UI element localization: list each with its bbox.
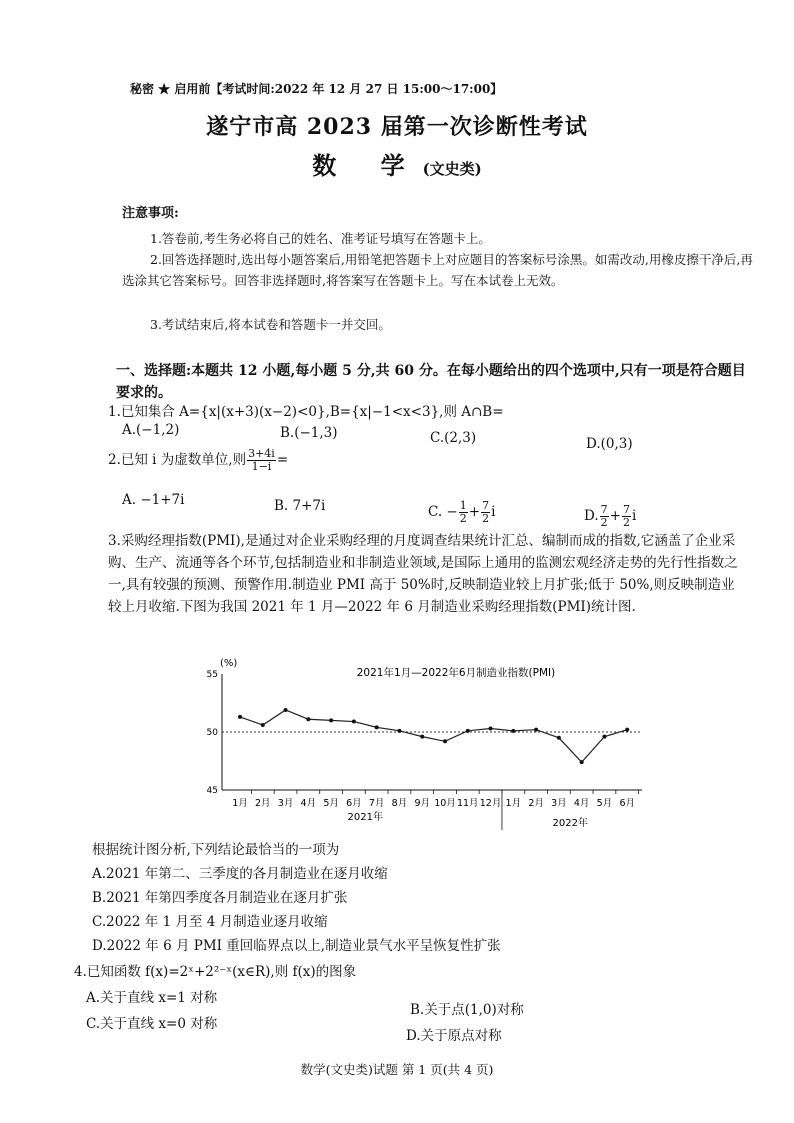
q1-option-b: B.(−1,3) [280,425,338,441]
chart-point [306,717,310,721]
q2-d-frac2-num: 7 [622,503,630,516]
q2-c-frac1-num: 1 [459,499,467,512]
q3-option-a: A.2021 年第二、三季度的各月制造业在逐月收缩 [92,866,388,882]
q2-d-plus: + [609,508,621,524]
chart-point [375,725,379,729]
page-footer: 数学(文史类)试题 第 1 页(共 4 页) [300,1062,494,1077]
chart-ytick-label: 55 [206,670,218,680]
chart-xtick-label: 4月 [300,798,317,809]
chart-xtick-label: 6月 [346,798,362,809]
chart-point [511,729,515,733]
q4-option-a: A.关于直线 x=1 对称 [86,990,218,1006]
q2-c-frac2-num: 7 [482,499,490,512]
chart-point [466,729,470,733]
chart-point [238,715,242,719]
chart-ylabel: (%) [220,658,238,669]
subject-name: 数 学 [312,151,423,180]
q4-option-c: C.关于直线 x=0 对称 [86,1016,218,1032]
q2-stem [108,448,288,473]
chart-xtick-label: 11月 [456,798,479,809]
chart-point [420,735,424,739]
q2-option-c [428,500,495,525]
q2-c-frac2-den: 2 [482,512,490,525]
chart-ticks [232,790,638,830]
chart-xtick-label: 3月 [551,798,567,809]
q2-c-frac2 [481,500,490,525]
chart-xtick-label: 12月 [479,798,502,809]
q2-d-suffix: i [631,508,637,524]
chart-point [602,735,606,739]
chart-point [489,727,493,731]
q4-option-d: D.关于原点对称 [406,1028,502,1044]
q2-d-frac2-den: 2 [622,516,630,529]
q2-stem-prefix: 2.已知 i 为虚数单位,则 [108,452,247,468]
q2-c-plus: + [468,504,481,520]
subject-type: (文史类) [422,160,482,178]
q1-option-d: D.(0,3) [586,436,633,452]
q3-option-c: C.2022 年 1 月至 4 月制造业逐月收缩 [92,914,328,930]
q2-c-suffix: i [491,504,496,520]
chart-axes [207,670,642,796]
chart-xtick-label: 6月 [619,798,635,809]
q4-stem: 4.已知函数 f(x)=2ˣ+2²⁻ˣ(x∈R),则 f(x)的图象 [74,964,357,980]
chart-point [580,760,584,764]
q2-c-frac1 [459,500,468,525]
q2-d-frac1-num: 7 [600,503,608,516]
q2-c-frac1-den: 2 [459,512,467,525]
q3-option-d: D.2022 年 6 月 PMI 重回临界点以上,制造业景气水平呈恢复性扩张 [92,938,501,954]
notice-heading: 注意事项: [122,206,179,221]
notice-item-1: 1.答卷前,考生务必将自己的姓名、准考证号填写在答题卡上。 [150,231,491,246]
chart-xtick-label: 5月 [323,798,339,809]
chart-point [261,723,265,727]
q1-option-c: C.(2,3) [430,430,477,446]
chart-point [625,728,629,732]
pmi-chart [196,656,656,836]
notice-item-3: 3.考试结束后,将本试卷和答题卡一并交回。 [150,317,391,332]
chart-point [557,736,561,740]
chart-point [329,718,333,722]
notice-item-2: 2.回答选择题时,选出每小题答案后,用铅笔把答题卡上对应题目的答案标号涂黑。如需改动,用橡皮擦干净后,再选涂其它答案标号。回答非选择题时,将答案写在答题卡上。写在本试卷上无效。 [122,252,753,288]
q2-d-frac1 [600,504,609,529]
chart-series-line [240,710,627,762]
q1-stem: 1.已知集合 A={x|(x+3)(x−2)<0},B={x|−1<x<3},则 A∩B= [108,404,504,420]
exam-title: 遂宁市高 2023 届第一次诊断性考试 [206,114,588,140]
chart-xtick-label: 3月 [277,798,294,809]
chart-xtick-label: 7月 [368,798,385,809]
chart-ytick-label: 45 [206,786,218,796]
q2-option-d [584,504,636,529]
chart-xtick-label: 9月 [414,798,430,809]
q2-stem-suffix: = [276,452,289,468]
chart-ytick-label: 50 [206,728,218,738]
chart-xtick-label: 2月 [255,798,271,809]
chart-title: 2021年1月—2022年6月制造业指数(PMI) [356,667,556,679]
chart-point [534,728,538,732]
chart-year-label: 2022年 [552,818,589,829]
chart-xtick-label: 1月 [505,798,522,809]
q2-c-prefix: C. − [428,504,458,520]
q3-option-b: B.2021 年第四季度各月制造业在逐月扩张 [92,890,348,906]
chart-point [397,729,401,733]
chart-xtick-label: 4月 [573,798,590,809]
q2-d-prefix: D. [584,508,599,524]
q4-option-b: B.关于点(1,0)对称 [410,1002,524,1018]
chart-point [284,708,288,712]
q2-option-a: A. −1+7i [122,492,185,508]
chart-point [352,720,356,724]
q1-option-a: A.(−1,2) [122,422,180,438]
chart-xtick-label: 5月 [596,798,613,809]
chart-xtick-label: 2月 [528,798,544,809]
chart-xtick-label: 8月 [391,798,408,809]
secret-line: 秘密 ★ 启用前【考试时间:2022 年 12 月 27 日 15:00～17:00】 [130,82,503,96]
q2-d-frac2 [622,504,631,529]
q3-lead: 根据统计图分析,下列结论最恰当的一项为 [92,842,340,858]
q2-frac-num: 3+4i [248,447,275,460]
chart-xtick-label: 1月 [232,798,248,809]
exam-subject [0,146,794,181]
chart-xtick-label: 10月 [434,798,456,809]
q2-fraction [247,448,276,473]
q3-stem: 3.采购经理指数(PMI),是通过对企业采购经理的月度调查结果统计汇总、编制而成的指数,它涵盖了企业采购、生产、流通等各个环节,包括制造业和非制造业领域,是国际上通用的监测宏观经济走势的先行性指数之一,具有较强的预测、预警作用.制造业 PMI 高于 50%时,反映制造业较上月扩张;低于 50%,则反映制造业较上月收缩.下图为我国 2021 年 1 月—2022 年 6 月制造业采购经理指数(PMI)统计图. [108,533,738,615]
section1-heading: 一、选择题:本题共 12 小题,每小题 5 分,共 60 分。在每小题给出的四个选项中,只有一项是符合题目要求的。 [116,363,746,401]
chart-point [443,739,447,743]
chart-year-label: 2021年 [347,812,384,823]
q2-frac-den: 1−i [251,460,272,473]
q2-option-b: B. 7+7i [274,498,326,514]
chart-series [238,708,629,764]
q2-d-frac1-den: 2 [600,516,608,529]
